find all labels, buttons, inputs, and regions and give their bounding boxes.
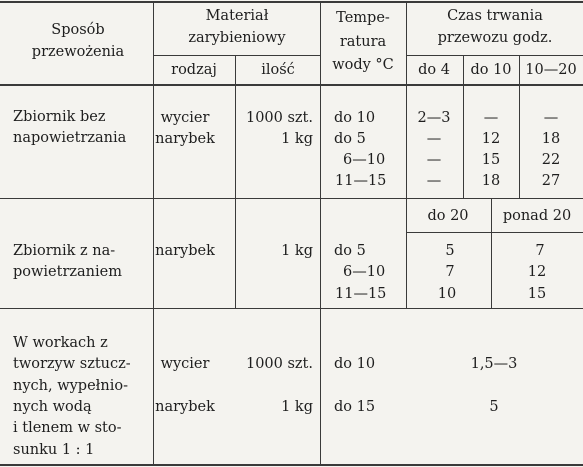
header-duration-col-2: do 10	[470, 62, 512, 78]
section1-cell: 22	[541, 152, 561, 168]
section1-temp-4: 11—15	[335, 173, 387, 189]
section3-temp-2: do 15	[334, 399, 376, 415]
section3-time-2: 5	[489, 399, 499, 415]
col-divider	[235, 55, 236, 308]
rule-section1-bottom	[0, 198, 583, 199]
section2-cell: 5	[445, 243, 455, 259]
section3-temp-1: do 10	[334, 356, 376, 372]
section1-cell: 15	[481, 152, 501, 168]
section1-cell: 2—3	[417, 110, 451, 126]
col-divider	[153, 1, 154, 465]
section1-method-line2: napowietrzania	[13, 130, 127, 146]
section1-kind-1: wycier	[160, 110, 210, 126]
section1-temp-2: do 5	[334, 131, 366, 147]
section2-method-line2: powietrzaniem	[13, 264, 122, 280]
section1-qty-2: 1 kg	[281, 131, 313, 147]
header-temperature-line1: Tempe-	[336, 10, 390, 26]
header-duration-line1: Czas trwania	[447, 8, 543, 24]
col-divider	[491, 198, 492, 308]
section3-time-1: 1,5—3	[470, 356, 518, 372]
rule-subheader	[406, 232, 583, 233]
col-divider	[406, 1, 407, 308]
section1-cell: 27	[541, 173, 561, 189]
section3-qty-1: 1000 szt.	[245, 356, 313, 372]
col-divider	[320, 1, 321, 465]
section2-qty: 1 kg	[281, 243, 313, 259]
section2-cell: 7	[535, 243, 545, 259]
header-material-line1: Materiał	[205, 8, 269, 24]
col-divider	[519, 55, 520, 198]
section1-temp-1: do 10	[334, 110, 376, 126]
header-material-line2: zarybieniowy	[188, 30, 286, 46]
rule-header-mid	[406, 55, 583, 56]
header-temperature-line2: ratura	[339, 34, 387, 50]
section1-cell: 12	[481, 131, 501, 147]
section1-cell: —	[483, 110, 499, 126]
rule-header-bottom	[0, 84, 583, 86]
section3-kind-1: wycier	[160, 356, 210, 372]
section2-method-line1: Zbiornik z na-	[13, 243, 116, 259]
section2-temp-3: 11—15	[335, 286, 387, 302]
section2-kind: narybek	[155, 243, 215, 259]
section2-cell: 12	[527, 264, 547, 280]
section3-method-line3: nych, wypełnio-	[13, 378, 128, 394]
section1-method-line1: Zbiornik bez	[13, 109, 106, 125]
header-duration-line2: przewozu godz.	[437, 30, 553, 46]
section3-kind-2: narybek	[155, 399, 215, 415]
col-divider	[463, 55, 464, 198]
rule-bottom	[0, 464, 583, 466]
section2-temp-2: 6—10	[343, 264, 386, 280]
section3-method-line1: W workach z	[13, 335, 108, 351]
header-duration-col-1: do 4	[418, 62, 450, 78]
section1-cell: —	[543, 110, 559, 126]
section3-method-line2: tworzyw sztucz-	[13, 356, 131, 372]
section1-cell: —	[426, 152, 442, 168]
header-material-qty: ilość	[261, 62, 295, 78]
section2-subheader-1: do 20	[427, 208, 469, 224]
section3-method-line5: i tlenem w sto-	[13, 420, 122, 436]
header-temperature-line3: wody °C	[332, 57, 394, 73]
section2-cell: 10	[437, 286, 457, 302]
rule-header-mid	[153, 55, 320, 56]
section2-cell: 7	[445, 264, 455, 280]
header-method-line1: Sposób	[51, 22, 105, 38]
section3-method-line4: nych wodą	[13, 399, 92, 415]
section1-cell: 18	[541, 131, 561, 147]
section1-qty-1: 1000 szt.	[245, 110, 313, 126]
section3-method-line6: sunku 1 : 1	[13, 442, 95, 458]
header-duration-col-3: 10—20	[525, 62, 577, 78]
section2-cell: 15	[527, 286, 547, 302]
rule-top	[0, 1, 583, 3]
section1-kind-2: narybek	[155, 131, 215, 147]
section1-cell: 18	[481, 173, 501, 189]
header-material-kind: rodzaj	[171, 62, 217, 78]
section2-subheader-2: ponad 20	[502, 208, 572, 224]
section1-cell: —	[426, 131, 442, 147]
section1-temp-3: 6—10	[343, 152, 386, 168]
section1-cell: —	[426, 173, 442, 189]
header-method-line2: przewożenia	[31, 44, 125, 60]
rule-section2-bottom	[0, 308, 583, 309]
section3-qty-2: 1 kg	[281, 399, 313, 415]
section2-temp-1: do 5	[334, 243, 366, 259]
